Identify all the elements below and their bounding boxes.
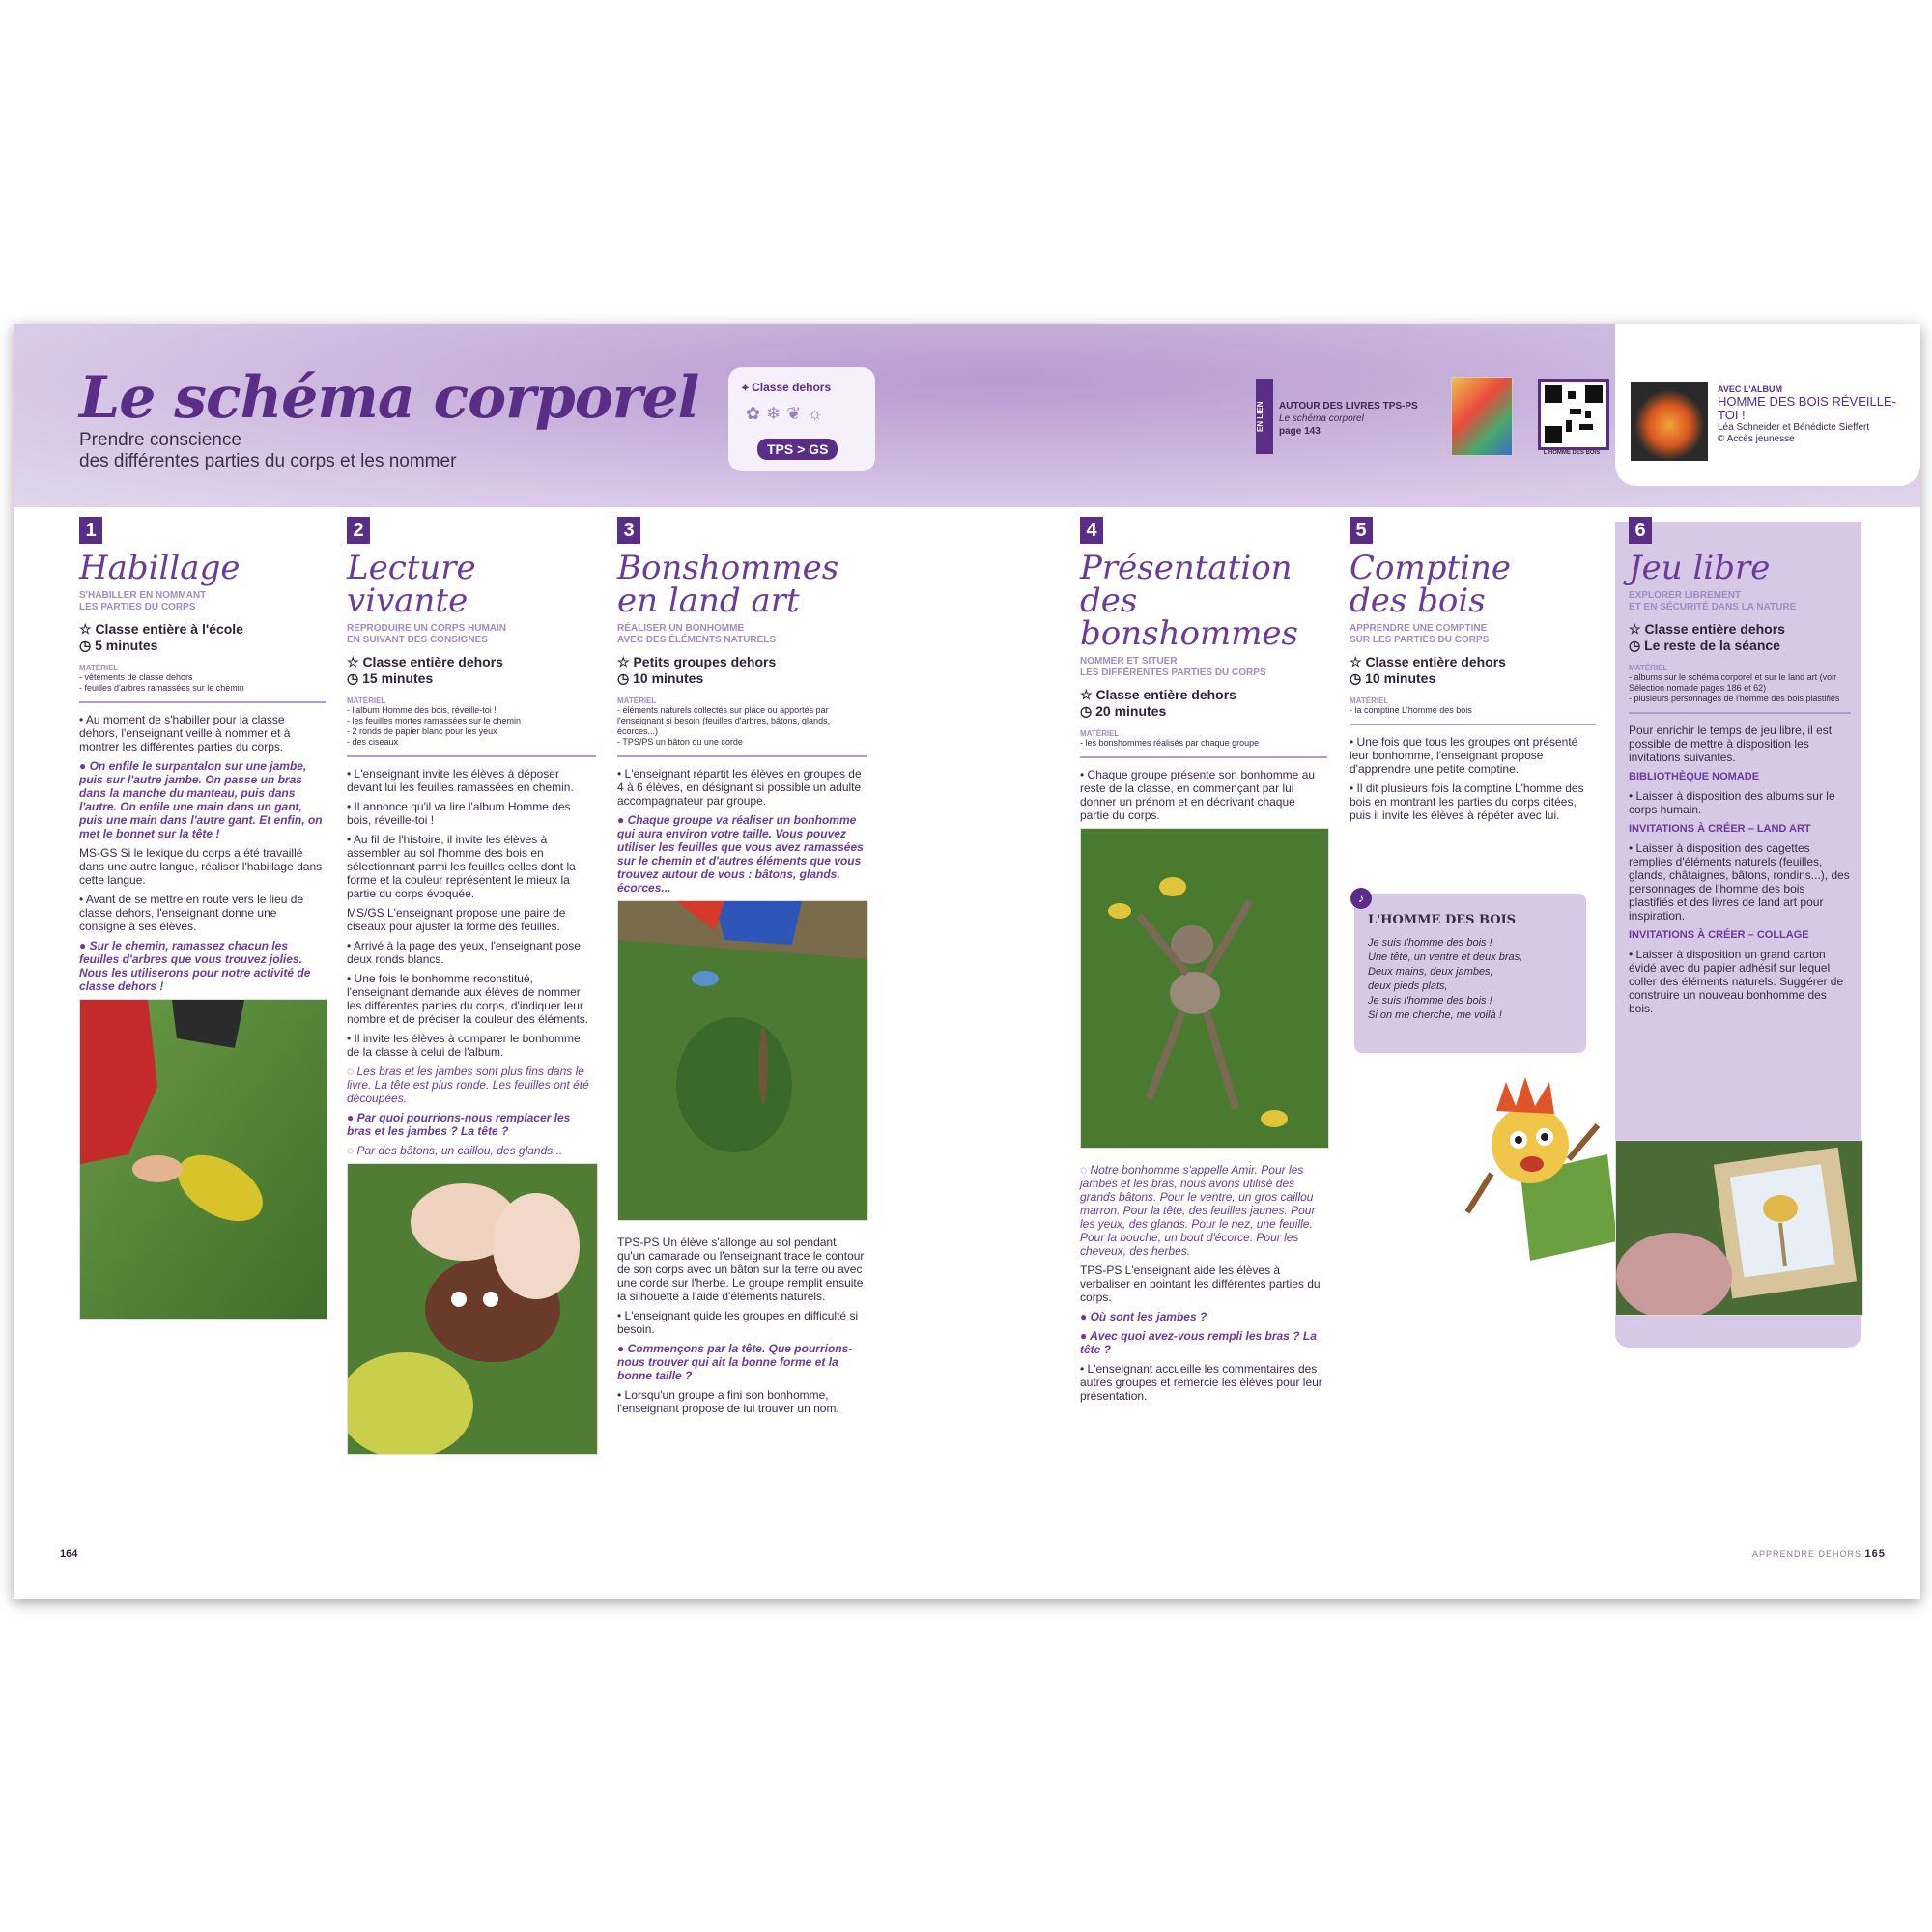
rhyme-line: Si on me cherche, me voilà ! — [1368, 1009, 1502, 1021]
rhyme-box — [1354, 894, 1586, 1053]
paragraph: • Une fois que tous les groupes ont présenté leur bonhomme, l'enseignant propose d'apprendre une petite comptine. — [1350, 735, 1578, 776]
section-1 — [79, 507, 326, 1324]
paragraph: • Il dit plusieurs fois la comptine L'homme des bois en montrant les parties du corps citées, puis il invite les élèves à répéter avec lui. — [1350, 781, 1584, 822]
section-number: 3 — [617, 517, 640, 544]
album-info — [1718, 384, 1901, 445]
section-title: Bonshommes en land art — [617, 549, 839, 620]
materials-label: MATÉRIEL — [79, 664, 119, 672]
section-group: ☆ Classe entière à l'école — [79, 621, 243, 637]
section-time: ◷ 15 minutes — [347, 670, 434, 686]
paragraph: • Au fil de l'histoire, il invite les élèves à assembler au sol l'homme des bois en sélectionnant parmi les feuilles celles dont la forme et la couleur représentent le mieux la partie du corps évoquée. — [347, 833, 576, 900]
album-cover — [1631, 382, 1708, 461]
materials-list: - les bonshommes réalisés par chaque groupe — [1080, 738, 1327, 758]
paragraph: • Laisser à disposition des albums sur le corps humain. — [1629, 789, 1835, 816]
related-tag: EN LIEN — [1256, 379, 1273, 454]
teacher-quote: ● Par quoi pourrions-nous remplacer les bras et les jambes ? La tête ? — [347, 1111, 571, 1138]
section-time: ◷ 10 minutes — [617, 670, 704, 686]
flower-icon: ✿ — [746, 404, 767, 423]
paragraph: • Il annonce qu'il va lire l'album Homme des bois, réveille-toi ! — [347, 800, 571, 827]
section-title: Présentation des bonshommes — [1080, 549, 1298, 653]
season-icons — [746, 404, 829, 424]
location-label — [742, 381, 831, 395]
rhyme-line: Une tête, un ventre et deux bras, — [1368, 952, 1523, 963]
location-text: Classe dehors — [752, 381, 832, 394]
materials-list: - l'album Homme des bois, réveille-toi ! - les feuilles mortes ramassées sur le chemin - 2 ronds de papier blanc pour les yeux - des ciseaux — [347, 705, 596, 757]
page-number-right: 165 — [1864, 1548, 1886, 1560]
paragraph: • L'enseignant accueille les commentaires des autres groupes et remercie les élèves pour leur présentation. — [1080, 1362, 1322, 1403]
section-group: ☆ Classe entière dehors — [1080, 687, 1236, 702]
qr-caption: L'HOMME DES BOIS — [1543, 450, 1601, 456]
section-time: ◷ Le reste de la séance — [1629, 638, 1780, 653]
paragraph: Pour enrichir le temps de jeu libre, il est possible de mettre à disposition les invitations suivantes. — [1629, 724, 1833, 764]
rhyme-line: Je suis l'homme des bois ! — [1368, 937, 1492, 949]
section-title: Lecture vivante — [347, 549, 476, 620]
subheading: INVITATIONS À CRÉER – COLLAGE — [1629, 929, 1809, 941]
level-badge: TPS > GS — [757, 439, 838, 460]
section-time: ◷ 10 minutes — [1350, 670, 1436, 686]
materials-label: MATÉRIEL — [347, 696, 386, 705]
student-answer: ◌ Par des bâtons, un caillou, des glands... — [347, 1144, 563, 1157]
materials-list: - la comptine L'homme des bois — [1350, 705, 1596, 725]
album-box — [1615, 324, 1920, 486]
album-publisher: © Accès jeunesse — [1718, 434, 1795, 444]
album-name: HOMME DES BOIS RÉVEILLE-TOI ! — [1718, 394, 1896, 422]
context-badge — [728, 367, 875, 471]
page-number-left: 164 — [60, 1548, 78, 1560]
section-title: Habillage — [79, 549, 241, 587]
section-objective: NOMMER ET SITUER LES DIFFÉRENTES PARTIES DU CORPS — [1080, 656, 1266, 678]
materials-label: MATÉRIEL — [1350, 696, 1389, 705]
student-answer: ◌ Les bras et les jambes sont plus fins dans le livre. La tête est plus ronde. Les feuilles ont été découpées. — [347, 1065, 589, 1105]
section-time: ◷ 5 minutes — [79, 638, 158, 653]
section-objective: EXPLORER LIBREMENT ET EN SÉCURITÉ DANS LA NATURE — [1629, 590, 1797, 612]
qr-code[interactable] — [1538, 379, 1609, 450]
teacher-quote: ● Où sont les jambes ? — [1080, 1310, 1208, 1323]
materials-label: MATÉRIEL — [1080, 729, 1120, 738]
photo-stick-figure — [1080, 828, 1329, 1149]
related-page: page 143 — [1279, 426, 1321, 437]
page-subtitle: Prendre conscience des différentes parties du corps et les nommer — [79, 430, 457, 471]
paragraph: • Arrivé à la page des yeux, l'enseignant pose deux ronds blancs. — [347, 939, 581, 966]
paragraph: MS/GS L'enseignant propose une paire de ciseaux pour ajuster la forme des feuilles. — [347, 906, 566, 933]
photo-leaf-assembly — [347, 1163, 598, 1455]
section-objective: REPRODUIRE UN CORPS HUMAIN EN SUIVANT DES CONSIGNES — [347, 623, 507, 645]
related-box — [1256, 377, 1623, 456]
paragraph: • Laisser à disposition des cagettes remplies d'éléments naturels (feuilles, glands, châtaignes, bâtons, rondins...), des personnages de l'homme des bois plastifiés et des livres de land art pour inspiration. — [1629, 841, 1850, 923]
paragraph: • Avant de se mettre en route vers le lieu de classe dehors, l'enseignant donne une consigne à ses élèves. — [79, 893, 304, 933]
section-6 — [1629, 507, 1851, 1021]
paragraph: • L'enseignant répartit les élèves en groupes de 4 à 6 élèves, en désignant si possible un adulte accompagnateur par groupe. — [617, 767, 862, 808]
teacher-quote: ● Chaque groupe va réaliser un bonhomme qui aura environ votre taille. Vous pouvez utiliser les feuilles que vous avez ramassées sur le chemin et d'autres éléments que vous trouvez autour de vous : bâtons, glands, écorces... — [617, 813, 864, 895]
pin-icon: ⌖ — [742, 381, 749, 394]
magazine-spread — [14, 324, 1920, 1599]
section-objective: S'HABILLER EN NOMMANT LES PARTIES DU CORPS — [79, 590, 207, 612]
running-head-label: APPRENDRE DEHORS — [1752, 1549, 1862, 1559]
subheading: INVITATIONS À CRÉER – LAND ART — [1629, 823, 1811, 835]
section-group: ☆ Classe entière dehors — [347, 654, 503, 669]
rhyme-line: Je suis l'homme des bois ! — [1368, 995, 1492, 1007]
paragraph: • L'enseignant invite les élèves à déposer devant lui les feuilles ramassées en chemin. — [347, 767, 574, 794]
section-group: ☆ Petits groupes dehors — [617, 654, 777, 669]
materials-label: MATÉRIEL — [1629, 664, 1668, 672]
section-title: Jeu libre — [1629, 549, 1771, 587]
wood-man-illustration — [1463, 1067, 1617, 1280]
teacher-quote: ● On enfile le surpantalon sur une jambe, puis sur l'autre jambe. On passe un bras dans la manche du manteau, puis dans l'autre. On enfile une main dans un gant, puis une main dans l'autre gant. Et enfin, on met le bonnet sur la tête ! — [79, 759, 323, 840]
photo-land-art — [617, 900, 868, 1221]
related-text — [1279, 400, 1453, 438]
section-number: 4 — [1080, 517, 1103, 544]
section-group: ☆ Classe entière dehors — [1629, 621, 1785, 637]
section-number: 5 — [1350, 517, 1373, 544]
section-time: ◷ 20 minutes — [1080, 703, 1167, 719]
section-2 — [347, 507, 596, 1460]
photo-leaf-picking — [79, 999, 327, 1320]
section-objective: RÉALISER UN BONHOMME AVEC DES ÉLÉMENTS NATURELS — [617, 623, 777, 645]
leaf-icon: ❦ — [786, 404, 808, 423]
paragraph: • Au moment de s'habiller pour la classe dehors, l'enseignant veille à nommer et à montrer les différentes parties du corps. — [79, 713, 291, 753]
section-3 — [617, 507, 867, 1421]
related-heading: AUTOUR DES LIVRES TPS-PS — [1279, 401, 1418, 412]
rhyme-title: L'HOMME DES BOIS — [1368, 913, 1517, 927]
paragraph: • Laisser à disposition un grand carton évidé avec du papier adhésif sur lequel coller des éléments naturels. Suggérer de construire un nouveau bonhomme des bois. — [1629, 948, 1844, 1015]
related-book: Le schéma corporel — [1279, 413, 1364, 424]
album-pre: AVEC L'ALBUM — [1718, 384, 1782, 394]
teacher-quote: ● Commençons par la tête. Que pourrions-nous trouver qui ait la bonne forme et la bonne taille ? — [617, 1342, 853, 1382]
teacher-quote: ● Sur le chemin, ramassez chacun les feuilles d'arbres que vous trouvez jolies. Nous les utiliserons pour notre activité de classe dehors ! — [79, 939, 311, 993]
section-group: ☆ Classe entière dehors — [1350, 654, 1506, 669]
paragraph: • Il invite les élèves à comparer le bonhomme de la classe à celui de l'album. — [347, 1032, 581, 1059]
rhyme-lines — [1368, 936, 1522, 1023]
snowflake-icon: ❄ — [766, 404, 787, 423]
section-objective: APPRENDRE UNE COMPTINE SUR LES PARTIES DU CORPS — [1350, 623, 1490, 645]
section-number: 2 — [347, 517, 370, 544]
paragraph: TPS-PS Un élève s'allonge au sol pendant qu'un camarade ou l'enseignant trace le contour de son corps avec un bâton sur la terre ou avec une corde sur l'herbe. Le groupe remplit ensuite la silhouette à l'aide d'éléments naturels. — [617, 1236, 865, 1303]
photo-collage — [1615, 1140, 1863, 1316]
subheading: BIBLIOTHÈQUE NOMADE — [1629, 771, 1760, 782]
paragraph: • Une fois le bonhomme reconstitué, l'enseignant demande aux élèves de nommer les différentes parties du corps, d'indiquer leur nombre et de préciser la couleur des éléments. — [347, 972, 589, 1026]
materials-list: - vêtements de classe dehors - feuilles d'arbres ramassées sur le chemin — [79, 672, 326, 703]
paragraph: • Lorsqu'un groupe a fini son bonhomme, l'enseignant propose de lui trouver un nom. — [617, 1388, 839, 1415]
section-number: 1 — [79, 517, 102, 544]
music-icon: ♪ — [1350, 888, 1372, 909]
student-answer: ◌ Notre bonhomme s'appelle Amir. Pour les jambes et les bras, nous avons utilisé des grands bâtons. Pour le ventre, un gros caillou marron. Pour la tête, des feuilles jaunes. Pour les yeux, des glands. Pour le nez, une feuille. Pour la bouche, un bout d'écorce. Pour les cheveux, des herbes. — [1080, 1163, 1316, 1258]
paragraph: TPS-PS L'enseignant aide les élèves à verbaliser en pointant les différentes parties du corps. — [1080, 1264, 1321, 1304]
materials-label: MATÉRIEL — [617, 696, 657, 705]
materials-list: - albums sur le schéma corporel et sur le land art (voir Sélection nomade pages 186 et 62) - plusieurs personnages de l'homme des bois plastifiés — [1629, 672, 1851, 714]
materials-list: - éléments naturels collectés sur place ou apportés par l'enseignant si besoin (feuilles d'arbres, bâtons, glands, écorces...) - TPS/PS un bâton ou une corde — [617, 705, 867, 757]
paragraph: • Chaque groupe présente son bonhomme au reste de la classe, en commençant par lui donner un prénom et en décrivant chaque partie du corps. — [1080, 768, 1316, 822]
sun-icon: ☼ — [807, 404, 829, 423]
paragraph: • L'enseignant guide les groupes en difficulté si besoin. — [617, 1309, 859, 1336]
section-number: 6 — [1629, 517, 1652, 544]
running-head — [1752, 1548, 1886, 1560]
section-5 — [1350, 507, 1596, 828]
teacher-quote: ● Avec quoi avez-vous rempli les bras ? La tête ? — [1080, 1329, 1317, 1356]
related-book-cover — [1451, 377, 1513, 456]
section-title: Comptine des bois — [1350, 549, 1512, 620]
album-authors: Léa Schneider et Bénédicte Sieffert — [1718, 422, 1870, 433]
section-4 — [1080, 507, 1327, 1408]
rhyme-line: Deux mains, deux jambes, — [1368, 966, 1493, 978]
paragraph: MS-GS Si le lexique du corps a été travaillé dans une autre langue, réaliser l'habillage dans cette langue. — [79, 846, 323, 887]
rhyme-line: deux pieds plats, — [1368, 980, 1448, 992]
page-title: Le schéma corporel — [79, 364, 699, 432]
